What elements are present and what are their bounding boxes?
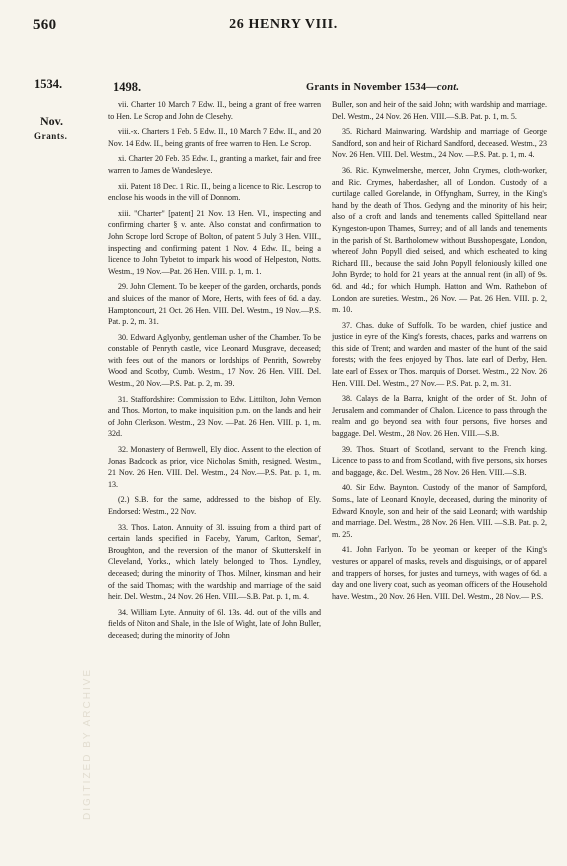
left-column <box>108 99 321 646</box>
section-heading-suffix: —cont. <box>426 82 460 93</box>
grant-paragraph: xiii. "Charter" [patent] 21 Nov. 13 Hen. VI., inspecting and confirming charter § v. ante. Also constat and confirmation to John Scrope lord Scrope of Bolton, of patent 5 July 3 Hen. VIII., inspecting and confirming patent 1 Nov. 4 Edw. II., being a licence to John Tybetot to impark his wood of Helpeston, Notts. Westm., 19 Nov.—Pat. 26 Hen. VIII. p. 1, m. 1. <box>108 208 321 276</box>
running-title: 26 HENRY VIII. <box>229 17 338 32</box>
section-heading-title: Grants in November 1534 <box>306 82 427 93</box>
page-number: 560 <box>33 17 57 33</box>
grant-entry: 35. Richard Mainwaring. Wardship and marriage of George Sandford, son and heir of Richard Sandford, deceased. Westm., 23 Nov. 26 Hen. VIII. Del. Westm., 24 Nov. —P.S. Pat. p. 1, m. 4. <box>332 127 547 160</box>
section-heading <box>306 82 459 93</box>
grant-entry: 32. Monastery of Bernwell, Ely dioc. Assent to the election of Jonas Badcock as prior, vice Nicholas Smith, resigned. Westm., 21 Nov. 26 Hen. VIII. Del. Westm., 24 Nov.—P.S. Pat. p. 1, m. 13. <box>108 445 321 489</box>
grant-paragraph: xii. Patent 18 Dec. 1 Ric. II., being a licence to Ric. Lescrop to enclose his woods in the vill of Donnom. <box>108 181 321 203</box>
grant-entry: 29. John Clement. To be keeper of the garden, orchards, ponds and sluices of the manor of More, Herts, with fees of 6d. a day. Hamptoncourt, 21 Oct. 26 Hen. VIII. Del. Westm., 19 Nov.—P.S. Pat. p. 2, m. 31. <box>108 282 321 327</box>
right-column <box>332 99 547 606</box>
grant-entry: 37. Chas. duke of Suffolk. To be warden, chief justice and justice in eyre of the King's forests, chaces, parks and warrens on this side of Trent; and warden and master of the hunt of the said forests; with the fees enjoyed by Thos. late earl of Derby, Hen. late earl of Essex or Thos. marquis of Dorset. Westm., 22 Nov. 26 Hen. VIII. Del. Westm., 27 Nov.— P.S. Pat. p. 2, m. 31. <box>332 320 547 388</box>
grant-paragraph: viii.-x. Charters 1 Feb. 5 Edw. II., 10 March 7 Edw. II., and 20 Nov. 14 Edw. II., being grants of free warren to Hen. Le Scrop. <box>108 127 321 148</box>
watermark: DIGITIZED BY ARCHIVE <box>82 667 93 820</box>
grant-entry: 34. William Lyte. Annuity of 6l. 13s. 4d. out of the vills and fields of Niton and Shale, in the Isle of Wight, late of John Buller, deceased; during the minority of John <box>108 607 321 640</box>
margin-section: Grants. <box>34 131 68 141</box>
grant-paragraph: Buller, son and heir of the said John; with wardship and marriage. Del. Westm., 24 Nov. 26 Hen. VIII.—S.B. Pat. p. 1, m. 5. <box>332 100 547 121</box>
grant-entry: 31. Staffordshire: Commission to Edw. Littilton, John Vernon and Thos. Morton, to make inquisition p.m. on the lands and heir of John Clerkson. Westm., 23 Nov. —Pat. 26 Hen. VIII. p. 1, m. 32d. <box>108 394 321 439</box>
entry-year: 1498. <box>113 80 142 94</box>
grant-paragraph: vii. Charter 10 March 7 Edw. II., being a grant of free warren to Hen. Le Scrop and John de Clesehy. <box>108 100 321 121</box>
grant-paragraph: (2.) S.B. for the same, addressed to the bishop of Ely. Endorsed: Westm., 22 Nov. <box>108 495 321 516</box>
margin-year: 1534. <box>34 77 63 91</box>
grant-entry: 30. Edward Aglyonby, gentleman usher of the Chamber. To be constable of Penryth castle, vice Leonard Musgrave, deceased; with fees out of the manors or lordships of Penrith, Sowreby Wood and Scotby, Cumb. Westm., 17 Nov. 26 Hen. VIII. Del. Westm., 20 Nov.—P.S. Pat. p. 2, m. 39. <box>108 332 321 389</box>
grant-entry: 39. Thos. Stuart of Scotland, servant to the French king. Licence to pass to and from Scotland, with five persons, six horses and baggage, &c. Del. Westm., 28 Nov. 26 Hen. VIII.—S.B. <box>332 444 547 477</box>
margin-month: Nov. <box>40 114 64 128</box>
grant-entry: 33. Thos. Laton. Annuity of 3l. issuing from a third part of certain lands specified in Faceby, Yarum, Carlton, Semar', Broughton, and the reversion of the manor of Skutterskelf in Cleveland, Yorks., which lately belonged to Thos. Lyndley, deceased; during the minority of Thos. Milner, kinsman and heir of the said Thomas; with the wardship and marriage of the said heir. Del. Westm., 24 Nov. 26 Hen. VIII.—S.B. Pat. p. 1, m. 4. <box>108 522 321 602</box>
grant-paragraph: xi. Charter 20 Feb. 35 Edw. I., granting a market, fair and free warren to James de Wandesleye. <box>108 154 321 175</box>
grant-entry: 40. Sir Edw. Baynton. Custody of the manor of Sampford, Soms., late of Leonard Knoyle, deceased, during the minority of Edward Knoyle, son and heir of the said Leonard; with wardship and marriage. Del. Westm., 28 Nov. 26 Hen. VIII. —S.B. Pat. p. 2, m. 25. <box>332 483 547 539</box>
grant-entry: 36. Ric. Kynwelmershe, mercer, John Crymes, cloth-worker, and Ric. Crymes, haberdasher, all of London. Custody of a curtilage called Gorelande, in Offyngham, Surrey, in the King's hand by the death of Thos. Gedyng and the minority of his heir; also of a croft and lands and tenements called Spittelland near Kyngeston-upon Thames, Surrey; and of all lands and tenements in the parish of St. Bartholomew without Busshopesgate, London, whereof John Popyll died seised, and which escheated to king Richard III., because the said John Popyll feloniously killed one John Byrde; to hold for 21 years at the annual rent (in all) of 9s. 6d. and 4d.; for which Humph. Hatton and Wm. Rathebon of London are sureties. Westm., 26 Nov. — Pat. 26 Hen. VIII. p. 2, m. 10. <box>332 165 547 315</box>
grant-entry: 41. John Farlyon. To be yeoman or keeper of the King's vestures or apparel of masks, revels and disguisings, or of apparel and trappers of horses, for justes and turneys, with wages of 6d. a day and one livery coat, such as yeoman officers of the Household have. Westm., 20 Nov. 26 Hen. VIII. Del. Westm., 28 Nov.— P.S. <box>332 545 547 601</box>
grant-entry: 38. Calays de la Barra, knight of the order of St. John of Jerusalem and commander of Chalon. Licence to pass through the realm and go beyond sea with four persons, five horses and baggage. Del. Westm., 28 Nov. 26 Hen. VIII.—S.B. <box>332 394 547 439</box>
